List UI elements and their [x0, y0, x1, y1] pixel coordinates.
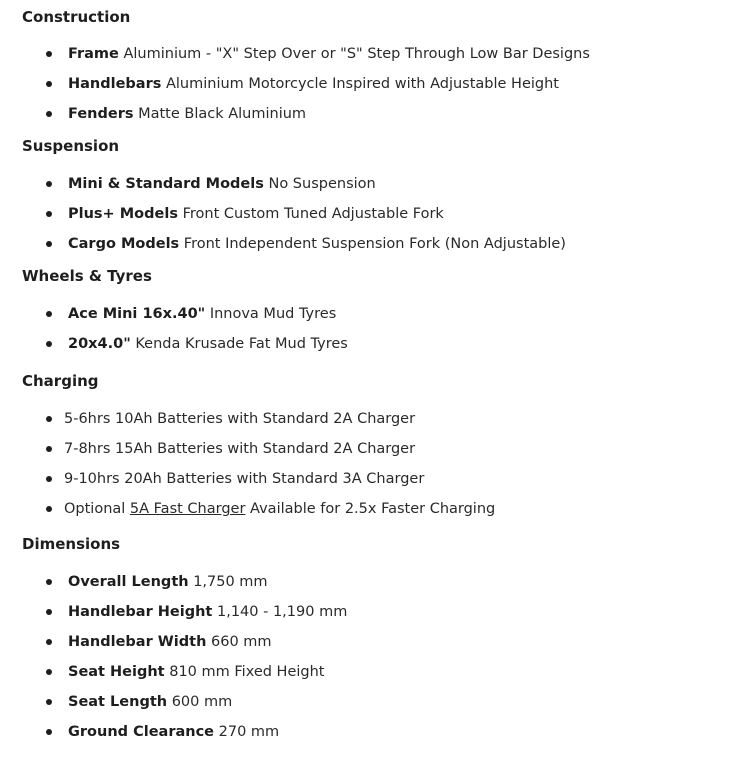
- spec-key: Ground Clearance: [68, 724, 215, 740]
- spec-text-suffix: Available for 2.5x Faster Charging: [250, 501, 496, 517]
- list-item: [46, 199, 751, 229]
- spec-key: Fenders: [68, 106, 134, 122]
- spec-value: 660 mm: [211, 634, 272, 650]
- spec-key: Overall Length: [68, 574, 189, 590]
- wheels-list: [22, 299, 751, 359]
- charging-list: [22, 404, 751, 524]
- spec-value: Front Independent Suspension Fork (Non Adjustable): [183, 236, 566, 252]
- spec-value: Front Custom Tuned Adjustable Fork: [182, 206, 444, 222]
- fast-charger-link[interactable]: 5A Fast Charger: [129, 501, 246, 517]
- spec-key: Seat Length: [68, 694, 168, 710]
- section-title: Charging: [22, 372, 99, 390]
- spec-key: 20x4.0": [68, 336, 131, 352]
- list-item: [46, 597, 751, 627]
- spec-key: Mini & Standard Models: [68, 176, 264, 192]
- list-item: [46, 687, 751, 717]
- spec-value: Matte Black Aluminium: [138, 106, 307, 122]
- spec-value: Innova Mud Tyres: [209, 306, 337, 322]
- spec-key: Plus+ Models: [68, 206, 178, 222]
- section-title: Construction: [22, 8, 131, 26]
- list-item: [46, 229, 751, 259]
- spec-value: 1,750 mm: [193, 574, 268, 590]
- bullet-icon: [46, 446, 52, 452]
- list-item: [46, 627, 751, 657]
- spec-text: 7-8hrs 15Ah Batteries with Standard 2A Charger: [64, 441, 416, 457]
- list-item: [46, 39, 751, 69]
- bullet-icon: [46, 81, 52, 87]
- spec-value: 600 mm: [171, 694, 233, 710]
- list-item: [46, 464, 751, 494]
- bullet-icon: [46, 506, 52, 512]
- bullet-icon: [46, 699, 52, 705]
- bullet-icon: [46, 51, 52, 57]
- bullet-icon: [46, 211, 52, 217]
- spec-key: Seat Height: [68, 664, 165, 680]
- list-item: [46, 69, 751, 99]
- bullet-icon: [46, 111, 52, 117]
- bullet-icon: [46, 669, 52, 675]
- spec-text: 9-10hrs 20Ah Batteries with Standard 3A Charger: [64, 471, 425, 487]
- list-item: [46, 99, 751, 129]
- spec-key: Cargo Models: [68, 236, 180, 252]
- bullet-icon: [46, 476, 52, 482]
- list-item: [46, 404, 751, 434]
- spec-value: No Suspension: [268, 176, 376, 192]
- section-title: Dimensions: [22, 535, 121, 553]
- list-item: [46, 329, 751, 359]
- bullet-icon: [46, 609, 52, 615]
- spec-value: 1,140 - 1,190 mm: [216, 604, 348, 620]
- spec-key: Handlebars: [68, 76, 162, 92]
- spec-value: 810 mm Fixed Height: [169, 664, 325, 680]
- bullet-icon: [46, 181, 52, 187]
- spec-text: 5-6hrs 10Ah Batteries with Standard 2A Charger: [64, 411, 416, 427]
- section-title: Suspension: [22, 137, 120, 155]
- spec-text-prefix: Optional: [64, 501, 126, 517]
- list-item: [46, 299, 751, 329]
- bullet-icon: [46, 416, 52, 422]
- spec-key: Frame: [68, 46, 119, 62]
- spec-value: Aluminium - "X" Step Over or "S" Step Through Low Bar Designs: [123, 46, 590, 62]
- suspension-list: [22, 169, 751, 259]
- bullet-icon: [46, 729, 52, 735]
- spec-key: Handlebar Width: [68, 634, 207, 650]
- list-item: [46, 494, 751, 524]
- spec-key: Handlebar Height: [68, 604, 213, 620]
- bullet-icon: [46, 341, 52, 347]
- bullet-icon: [46, 241, 52, 247]
- bullet-icon: [46, 311, 52, 317]
- bullet-icon: [46, 579, 52, 585]
- spec-value: Kenda Krusade Fat Mud Tyres: [135, 336, 348, 352]
- list-item: [46, 169, 751, 199]
- list-item: [46, 657, 751, 687]
- spec-value: 270 mm: [218, 724, 280, 740]
- bullet-icon: [46, 639, 52, 645]
- dimensions-list: [22, 567, 751, 747]
- section-title: Wheels & Tyres: [22, 267, 152, 285]
- section-construction: [22, 0, 751, 32]
- construction-list: [22, 39, 751, 129]
- list-item: [46, 567, 751, 597]
- spec-key: Ace Mini 16x.40": [68, 306, 206, 322]
- list-item: [46, 434, 751, 464]
- spec-value: Aluminium Motorcycle Inspired with Adjustable Height: [165, 76, 559, 92]
- list-item: [46, 717, 751, 747]
